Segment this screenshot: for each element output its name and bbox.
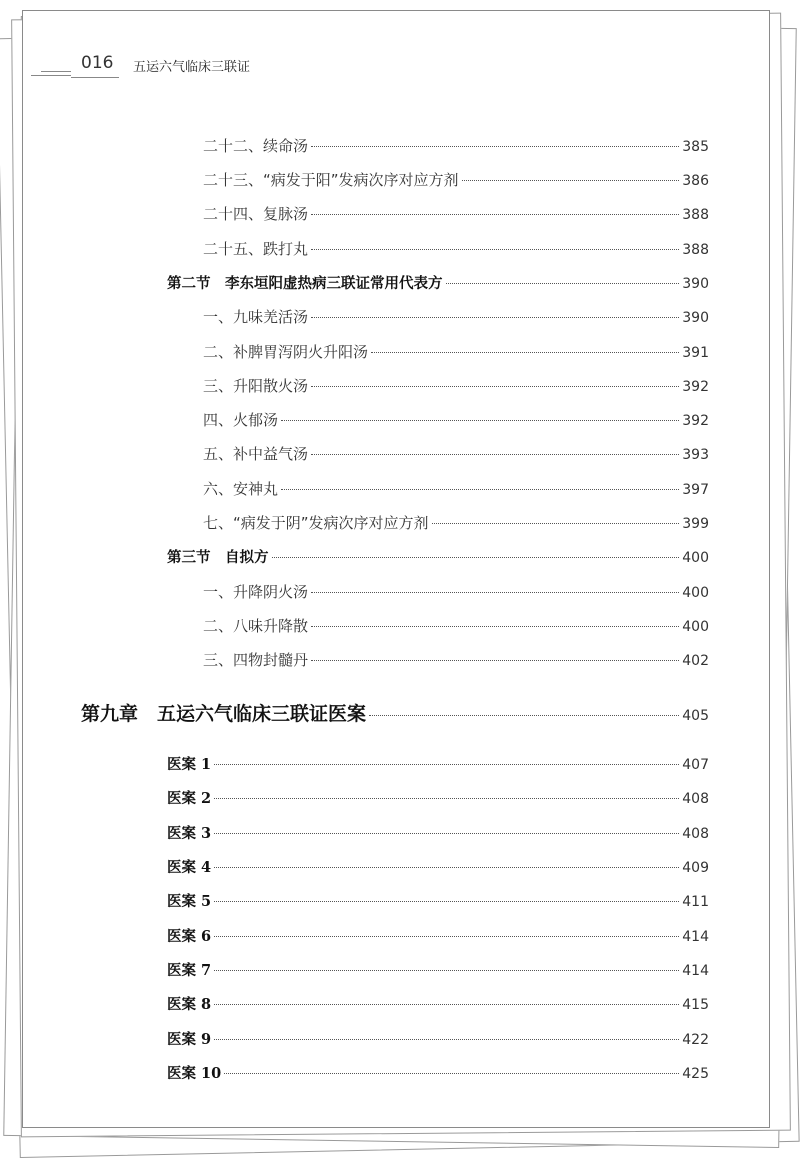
running-header [23,53,283,83]
toc-label: 第三节 自拟方 [167,549,269,566]
toc-label: 医案 9 [167,1031,212,1048]
toc-entry [203,615,709,637]
dot-leader [311,317,679,318]
book-title: 五运六气临床三联证 [133,60,251,75]
toc-page-number: 405 [682,708,709,724]
toc-label: 二十二、续命汤 [203,137,309,155]
toc-entry [203,443,709,465]
toc-section [167,546,709,568]
toc-label: 医案 7 [167,962,212,979]
toc-page-number: 408 [682,791,709,807]
toc-page-number: 386 [682,173,709,189]
toc-label: 第九章 五运六气临床三联证医案 [81,703,367,725]
toc-label: 五、补中益气汤 [203,445,309,463]
dot-leader [446,283,680,284]
dot-leader [311,660,679,661]
page-number: 016 [81,53,114,73]
header-rule [71,77,119,78]
toc-label: 医案 2 [167,790,212,807]
toc-entry [203,649,709,671]
toc-case [167,856,709,878]
toc-label: 二、补脾胃泻阴火升阳汤 [203,343,369,361]
dot-leader [272,557,680,558]
toc-entry [203,169,709,191]
toc-label: 第二节 李东垣阳虚热病三联证常用代表方 [167,275,443,292]
toc-label: 二十五、跌打丸 [203,240,309,258]
dot-leader [214,798,679,799]
toc-page-number: 385 [682,139,709,155]
toc-page-number: 392 [682,379,709,395]
toc-case [167,890,709,912]
toc-entry [203,203,709,225]
toc-page-number: 388 [682,207,709,223]
toc-page-number: 388 [682,242,709,258]
toc-label: 医案 3 [167,825,212,842]
toc-page-number: 414 [682,929,709,945]
dot-leader [311,214,679,215]
toc-entry [203,238,709,260]
dot-leader [311,454,679,455]
dot-leader [311,146,679,147]
toc-page-number: 390 [682,310,709,326]
toc-page-number: 422 [682,1032,709,1048]
toc-section [167,272,709,294]
dot-leader [214,970,679,971]
toc-case [167,1028,709,1050]
toc-label: 医案 6 [167,928,212,945]
toc-case [167,959,709,981]
toc-label: 四、火郁汤 [203,411,279,429]
toc-page-number: 400 [682,619,709,635]
toc-page-number: 425 [682,1066,709,1082]
toc-label: 六、安神丸 [203,480,279,498]
toc-page-number: 414 [682,963,709,979]
toc-entry [203,375,709,397]
toc-page-number: 409 [682,860,709,876]
dot-leader [281,489,679,490]
toc-page-number: 390 [682,276,709,292]
dot-leader [462,180,680,181]
toc-entry [203,478,709,500]
toc-entry [203,409,709,431]
toc-page-number: 402 [682,653,709,669]
toc-page-number: 400 [682,550,709,566]
toc-entry [203,306,709,328]
toc-entry [203,135,709,157]
toc-label: 医案 5 [167,893,212,910]
toc-page-number: 415 [682,997,709,1013]
toc-entry [203,341,709,363]
toc-entry [203,512,709,534]
dot-leader [369,715,679,716]
toc-label: 三、四物封髓丹 [203,651,309,669]
header-ornament [31,75,71,76]
dot-leader [214,867,679,868]
toc-label: 二十四、复脉汤 [203,205,309,223]
dot-leader [214,1004,679,1005]
toc-label: 医案 4 [167,859,212,876]
toc-page-number: 411 [682,894,709,910]
toc-page-number: 397 [682,482,709,498]
toc-label: 二、八味升降散 [203,617,309,635]
toc-label: 七、“病发于阴”发病次序对应方剂 [203,514,429,532]
toc-case [167,1062,709,1084]
dot-leader [311,626,679,627]
toc-page-number: 407 [682,757,709,773]
dot-leader [224,1073,679,1074]
toc-case [167,753,709,775]
toc-chapter [81,699,709,725]
toc-page-number: 399 [682,516,709,532]
dot-leader [214,833,679,834]
toc-label: 医案 1 [167,756,212,773]
toc-label: 医案 8 [167,996,212,1013]
toc-page-number: 391 [682,345,709,361]
toc-label: 一、升降阴火汤 [203,583,309,601]
dot-leader [311,386,679,387]
dot-leader [311,592,679,593]
toc-entry [203,581,709,603]
book-page [22,10,770,1128]
dot-leader [281,420,679,421]
toc-case [167,993,709,1015]
header-ornament [41,71,71,72]
toc-label: 三、升阳散火汤 [203,377,309,395]
dot-leader [371,352,679,353]
toc-label: 一、九味羌活汤 [203,308,309,326]
dot-leader [214,901,679,902]
toc-label: 医案 10 [167,1065,222,1082]
toc-page-number: 408 [682,826,709,842]
toc-page-number: 392 [682,413,709,429]
dot-leader [214,1039,679,1040]
toc-case [167,822,709,844]
dot-leader [432,523,680,524]
dot-leader [214,936,679,937]
dot-leader [311,249,679,250]
toc-page-number: 400 [682,585,709,601]
toc-case [167,925,709,947]
dot-leader [214,764,679,765]
toc-case [167,787,709,809]
toc-page-number: 393 [682,447,709,463]
toc-label: 二十三、“病发于阳”发病次序对应方剂 [203,171,459,189]
